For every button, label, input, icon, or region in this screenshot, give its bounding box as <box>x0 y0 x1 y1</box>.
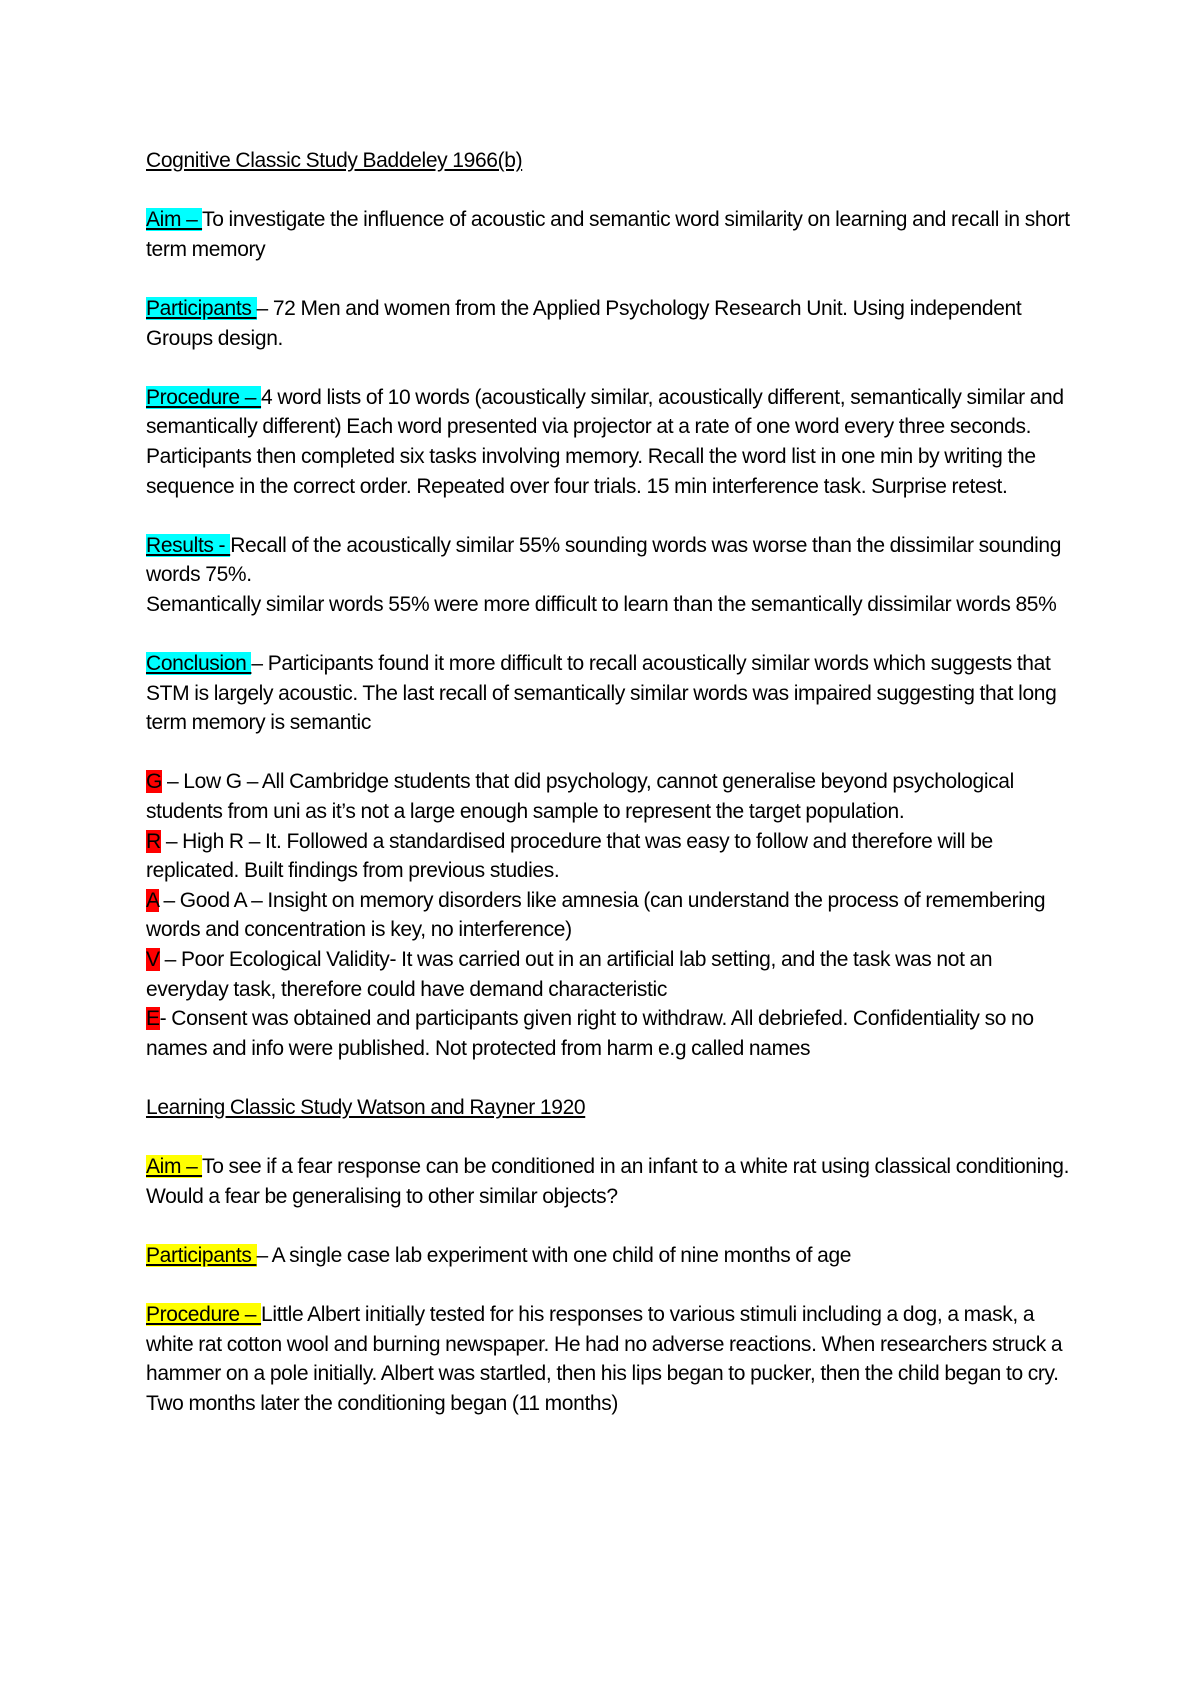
grave-r-marker: R <box>146 829 161 853</box>
study1-results-line-2: Semantically similar words 55% were more difficult to learn than the semantically dissimilar words 85% <box>146 592 1057 616</box>
grave-a-text: – Good A – Insight on memory disorders like amnesia (can understand the process of remembering words and concentration is key, no interference) <box>146 888 1046 942</box>
study1-aim-text: To investigate the influence of acoustic and semantic word similarity on learning and recall in short term memory <box>146 208 1070 261</box>
grave-e-marker: E <box>146 1007 160 1031</box>
study1-grave-g <box>146 767 1076 826</box>
study1-participants-label: Participants <box>146 296 257 320</box>
study1-results-label: Results - <box>146 533 231 557</box>
study1-grave-v <box>146 945 1076 1004</box>
study1-procedure-text: 4 word lists of 10 words (acoustically similar, acoustically different, semantically similar and semantically different) Each word presented via projector at a rate of one word every three seconds. Participants then completed six tasks involving memory. Recall the word list in one min by writing the sequence in the correct order. Repeated over four trials. 15 min interference task. Surprise retest. <box>146 385 1064 498</box>
study1-title: Cognitive Classic Study Baddeley 1966(b) <box>146 149 523 172</box>
study1-aim <box>146 205 1076 264</box>
grave-v-text: – Poor Ecological Validity- It was carried out in an artificial lab setting, and the task was not an everyday task, therefore could have demand characteristic <box>146 948 993 1001</box>
study1-conclusion-text: – Participants found it more difficult to recall acoustically similar words which suggests that STM is largely acoustic. The last recall of semantically similar words was impaired suggesting that long term memory is semantic <box>146 652 1057 735</box>
study2-aim-text: To see if a fear response can be conditioned in an infant to a white rat using classical conditioning. Would a fear be generalising to other similar objects? <box>146 1155 1070 1208</box>
study1-results <box>146 531 1076 590</box>
grave-e-text: - Consent was obtained and participants given right to withdraw. All debriefed. Confidentiality so no names and info were published. Not protected from harm e.g called names <box>146 1007 1034 1060</box>
study2-participants-text: – A single case lab experiment with one child of nine months of age <box>256 1243 852 1267</box>
grave-a-marker: A <box>146 888 159 912</box>
study1-aim-label: Aim – <box>146 208 203 232</box>
grave-r-text: – High R – It. Followed a standardised procedure that was easy to follow and therefore will be replicated. Built findings from previous studies. <box>146 829 993 883</box>
study2-aim <box>146 1152 1076 1211</box>
study2-procedure-text: Little Albert initially tested for his responses to various stimuli including a dog, a mask, a white rat cotton wool and burning newspaper. He had no adverse reactions. When researchers struck a hammer on a pole initially. Albert was startled, then his lips began to pucker, then the child began to cry. Two months later the conditioning began (11 months) <box>146 1303 1063 1415</box>
grave-g-marker: G <box>146 770 162 794</box>
study1-grave-r <box>146 827 1076 886</box>
study1-procedure-label: Procedure – <box>146 385 262 409</box>
study1-procedure <box>146 383 1076 501</box>
study1-grave-e <box>146 1004 1076 1063</box>
study2-procedure-label: Procedure – <box>146 1303 262 1327</box>
grave-v-marker: V <box>146 948 160 972</box>
study1-conclusion-label: Conclusion <box>146 652 252 676</box>
study1-grave-a <box>146 886 1076 945</box>
document-page <box>146 146 1076 1448</box>
study1-participants-text: – 72 Men and women from the Applied Psychology Research Unit. Using independent Groups design. <box>146 296 1022 350</box>
study2-title: Learning Classic Study Watson and Rayner 1920 <box>146 1096 586 1119</box>
study1-participants <box>146 294 1076 353</box>
study2-aim-label: Aim – <box>146 1155 203 1179</box>
grave-g-text: – Low G – All Cambridge students that did psychology, cannot generalise beyond psychological students from uni as it’s not a large enough sample to represent the target population. <box>146 770 1014 824</box>
study2-participants-label: Participants <box>146 1243 257 1267</box>
study1-results-text-1: Recall of the acoustically similar 55% sounding words was worse than the dissimilar sounding words 75%. <box>146 533 1062 587</box>
study2-procedure <box>146 1300 1076 1418</box>
study2-participants <box>146 1241 1076 1271</box>
study1-conclusion <box>146 649 1076 738</box>
